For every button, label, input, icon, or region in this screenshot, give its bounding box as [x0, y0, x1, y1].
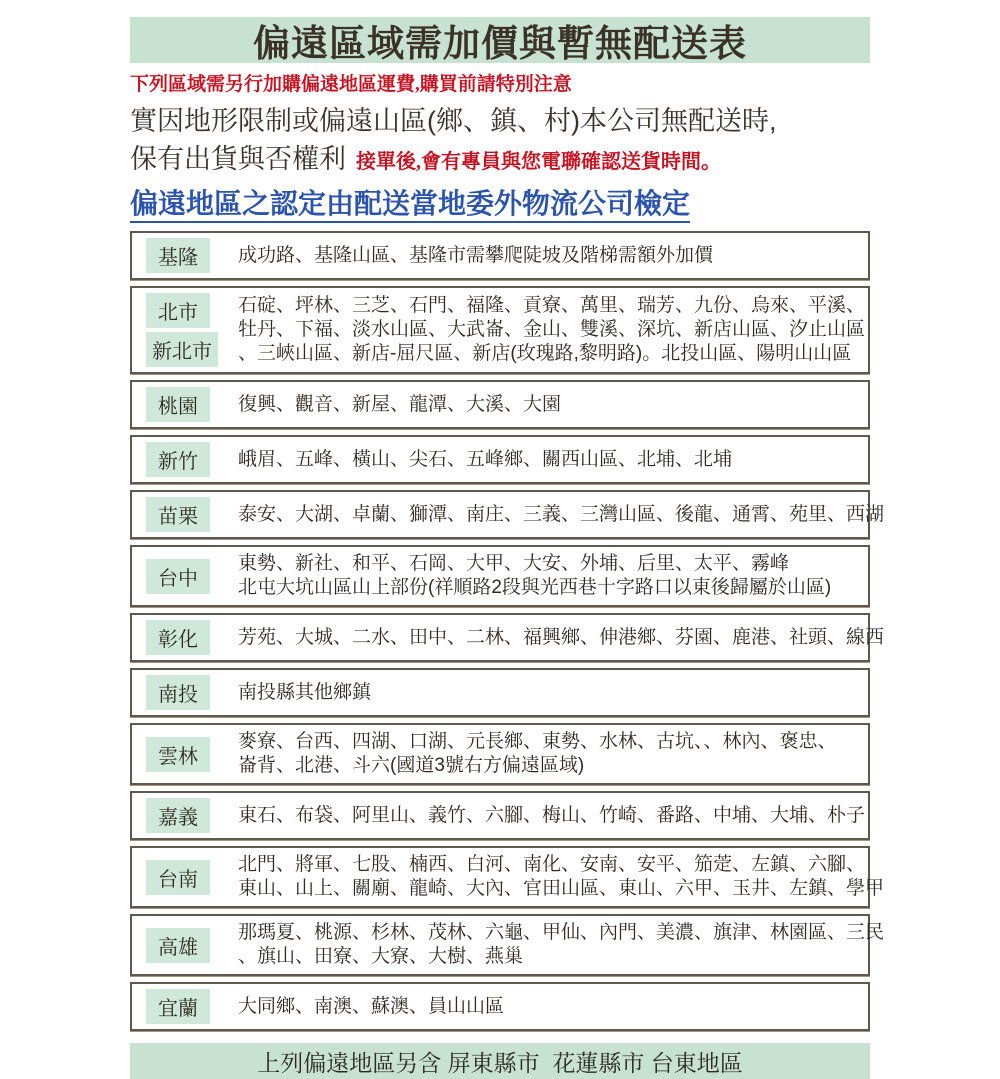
region-areas: 芳苑、大城、二水、田中、二林、福興鄉、伸港鄉、芬園、鹿港、社頭、線西 [238, 626, 885, 648]
region-areas: 成功路、基隆山區、基隆市需攀爬陡坡及階梯需額外加價 [238, 244, 714, 266]
remote-area-table [130, 231, 885, 1031]
table-row-yilan [130, 982, 870, 1031]
region-label: 嘉義 [146, 798, 210, 833]
title-banner [130, 17, 870, 63]
notice-page [130, 17, 885, 1079]
page-title: 偏遠區域需加價與暫無配送表 [253, 23, 747, 64]
region-label: 新竹 [146, 442, 210, 477]
region-areas: 東勢、新社、和平、石岡、大甲、大安、外埔、后里、太平、霧峰 [238, 553, 790, 574]
region-label: 桃園 [146, 387, 210, 422]
table-row-taoyuan [130, 380, 870, 429]
region-areas: 麥寮、台西、四湖、口湖、元長鄉、東勢、水林、古坑、、林內、褒忠、 [238, 731, 837, 752]
region-label: 南投 [146, 675, 210, 710]
region-areas: 泰安、大湖、卓蘭、獅潭、南庄、三義、三灣山區、後龍、通霄、苑里、西湖 [238, 503, 885, 525]
footer-banner [130, 1043, 870, 1079]
region-label: 彰化 [146, 620, 210, 655]
region-label: 高雄 [146, 928, 210, 963]
region-label: 基隆 [146, 238, 210, 273]
table-row-taichung [130, 545, 870, 607]
red-warning-line: 下列區域需另行加購偏遠地區運費,購買前請特別注意 [130, 74, 572, 95]
region-label: 雲林 [146, 737, 210, 772]
region-areas: 南投縣其他鄉鎮 [238, 681, 372, 703]
region-areas: 峨眉、五峰、橫山、尖石、五峰鄉、關西山區、北埔、北埔 [238, 448, 733, 470]
region-label: 台南 [146, 860, 210, 895]
region-label: 新北市 [146, 332, 218, 367]
region-areas: 石碇、坪林、三芝、石門、福隆、貢寮、萬里、瑞芳、九份、烏來、平溪、 [238, 295, 866, 316]
region-areas: 東石、布袋、阿里山、義竹、六腳、梅山、竹崎、番路、中埔、大埔、朴子 [238, 804, 866, 826]
notice-line-2 [130, 141, 870, 180]
table-row-taipei-newtaipei [130, 286, 870, 374]
region-areas: 東山、山上、關廟、龍崎、大內、官田山區、東山、六甲、玉井、左鎮、學甲 [238, 878, 885, 899]
table-row-yunlin [130, 723, 870, 785]
region-areas: 復興、觀音、新屋、龍潭、大溪、大園 [238, 393, 562, 415]
table-row-nantou [130, 668, 870, 717]
footer-text: 上列偏遠地區另含 屏東縣市 花蓮縣市 台東地區 [257, 1049, 743, 1076]
table-row-kaohsiung [130, 914, 885, 976]
region-areas: 北門、將軍、七股、楠西、白河、南化、安南、安平、笳萣、左鎮、六腳、 [238, 854, 866, 875]
region-label: 苗栗 [146, 497, 210, 532]
region-areas: 、旗山、田寮、大寮、大樹、燕巢 [238, 946, 524, 967]
notice-line-1: 實因地形限制或偏遠山區(鄉、鎮、村)本公司無配送時, [130, 106, 777, 136]
table-row-changhua [130, 613, 885, 662]
table-row-tainan [130, 846, 885, 908]
table-row-chiayi [130, 791, 870, 840]
notice-line-2-black: 保有出貨與否權利 [130, 144, 346, 174]
blue-subheading: 偏遠地區之認定由配送當地委外物流公司檢定 [130, 188, 690, 223]
region-areas: 大同鄉、南澳、蘇澳、員山山區 [238, 995, 505, 1017]
region-areas: 那瑪夏、桃源、杉林、茂林、六龜、甲仙、內門、美濃、旗津、林園區、三民 [238, 922, 885, 943]
region-areas: 崙背、北港、斗六(國道3號右方偏遠區域) [238, 755, 585, 776]
region-label: 宜蘭 [146, 989, 210, 1024]
region-areas: 北屯大坑山區山上部份(祥順路2段與光西巷十字路口以東後歸屬於山區) [238, 577, 832, 598]
region-areas: 牡丹、下福、淡水山區、大武崙、金山、雙溪、深坑、新店山區、汐止山區 [238, 319, 866, 340]
region-areas: 、三峽山區、新店-屈尺區、新店(玫瑰路,黎明路)。北投山區、陽明山山區 [238, 343, 852, 364]
notice-line-2-red: 接單後,會有專員與您電聯確認送貨時間。 [356, 151, 721, 173]
table-row-hsinchu [130, 435, 870, 484]
region-label: 台中 [146, 559, 210, 594]
table-row-miaoli [130, 490, 885, 539]
region-label: 北市 [146, 293, 210, 328]
table-row-keelung [130, 231, 870, 280]
